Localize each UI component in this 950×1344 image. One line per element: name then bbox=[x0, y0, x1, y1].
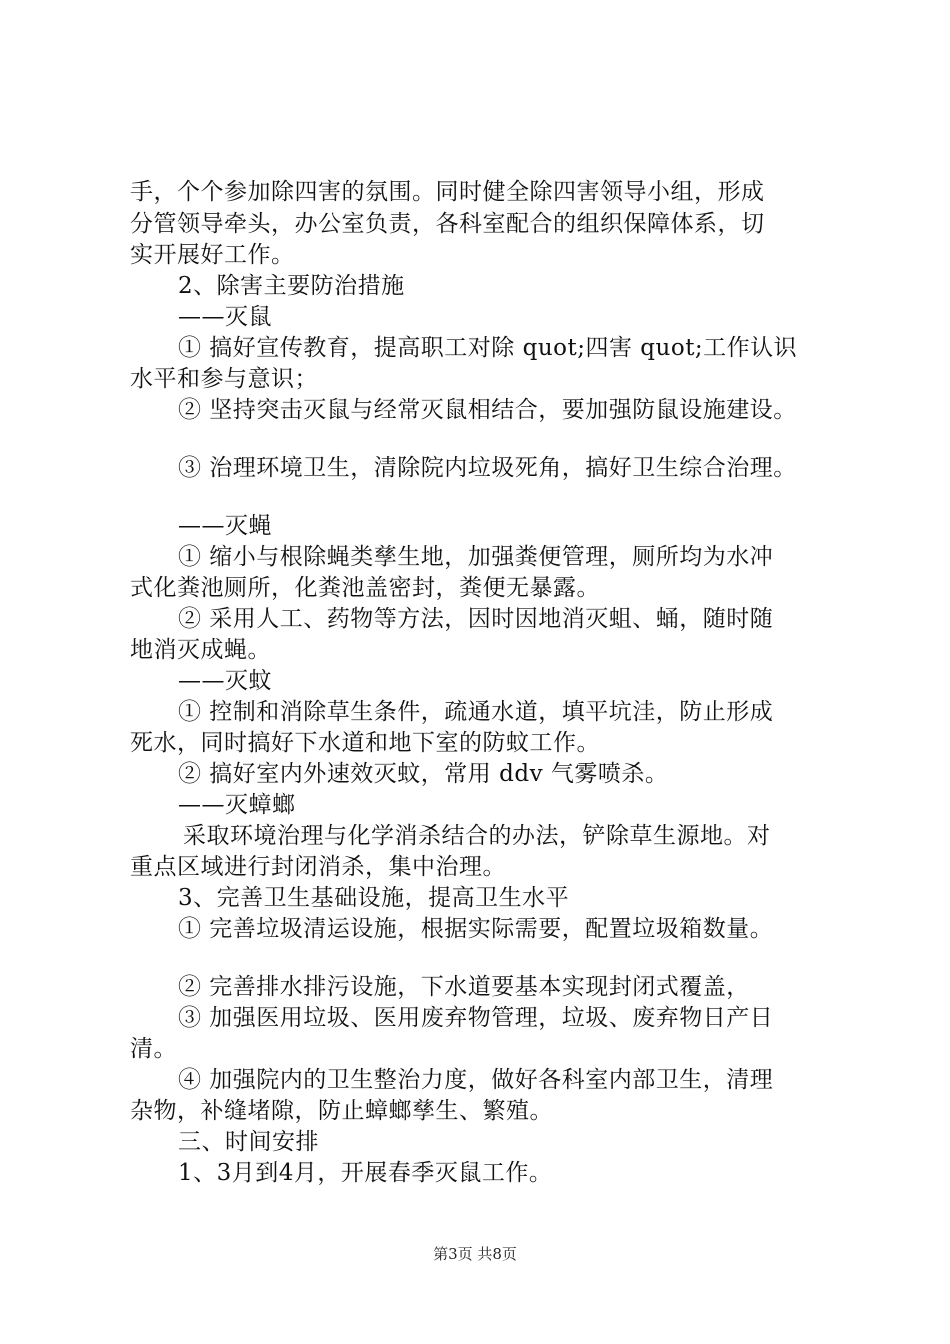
text-line: ② 坚持突击灭鼠与经常灭鼠相结合，要加强防鼠设施建设。 bbox=[178, 397, 797, 423]
subsection-heading: ——灭蝇 bbox=[178, 513, 272, 539]
text-line: ① 控制和消除草生条件，疏通水道，填平坑洼，防止形成 bbox=[178, 699, 774, 725]
page-footer: 第3页 共8页 bbox=[433, 1245, 517, 1263]
text-line: ① 完善垃圾清运设施，根据实际需要，配置垃圾箱数量。 bbox=[178, 916, 774, 942]
text-line: ③ 治理环境卫生，清除院内垃圾死角，搞好卫生综合治理。 bbox=[178, 455, 797, 481]
text-line: ② 完善排水排污设施，下水道要基本实现封闭式覆盖， bbox=[178, 974, 750, 1000]
text-line: 手，个个参加除四害的氛围。同时健全除四害领导小组，形成 bbox=[130, 179, 765, 205]
text-line: 地消灭成蝇。 bbox=[130, 637, 271, 663]
text-line: ② 搞好室内外速效灭蚊，常用 ddv 气雾喷杀。 bbox=[178, 761, 669, 787]
text-line: 采取环境治理与化学消杀结合的办法，铲除草生源地。对 bbox=[183, 823, 771, 849]
subsection-heading: ——灭蟑螂 bbox=[178, 792, 296, 818]
text-line: 杂物，补缝堵隙，防止蟑螂孳生、繁殖。 bbox=[130, 1098, 553, 1124]
section-heading: 3、完善卫生基础设施，提高卫生水平 bbox=[178, 885, 570, 911]
text-line: ① 缩小与根除蝇类孳生地，加强粪便管理，厕所均为水冲 bbox=[178, 544, 774, 570]
text-line: ② 采用人工、药物等方法，因时因地消灭蛆、蛹，随时随 bbox=[178, 606, 774, 632]
section-heading: 三、时间安排 bbox=[178, 1129, 319, 1155]
section-heading: 2、除害主要防治措施 bbox=[178, 273, 405, 299]
text-line: 死水，同时搞好下水道和地下室的防蚊工作。 bbox=[130, 730, 600, 756]
text-line: ① 搞好宣传教育，提高职工对除 quot;四害 quot;工作认识 bbox=[178, 335, 798, 361]
text-line: 清。 bbox=[130, 1036, 177, 1062]
subsection-heading: ——灭鼠 bbox=[178, 304, 272, 330]
text-line: 重点区域进行封闭消杀，集中治理。 bbox=[130, 854, 506, 880]
text-line: 分管领导牵头，办公室负责，各科室配合的组织保障体系，切 bbox=[130, 211, 765, 237]
text-line: 1、3月到4月，开展春季灭鼠工作。 bbox=[178, 1160, 553, 1186]
text-line: 水平和参与意识； bbox=[130, 366, 318, 392]
text-line: ④ 加强院内的卫生整治力度，做好各科室内部卫生，清理 bbox=[178, 1067, 774, 1093]
subsection-heading: ——灭蚊 bbox=[178, 668, 272, 694]
text-line: 式化粪池厕所，化粪池盖密封，粪便无暴露。 bbox=[130, 575, 600, 601]
text-line: ③ 加强医用垃圾、医用废弃物管理，垃圾、废弃物日产日 bbox=[178, 1005, 774, 1031]
text-line: 实开展好工作。 bbox=[130, 242, 295, 268]
